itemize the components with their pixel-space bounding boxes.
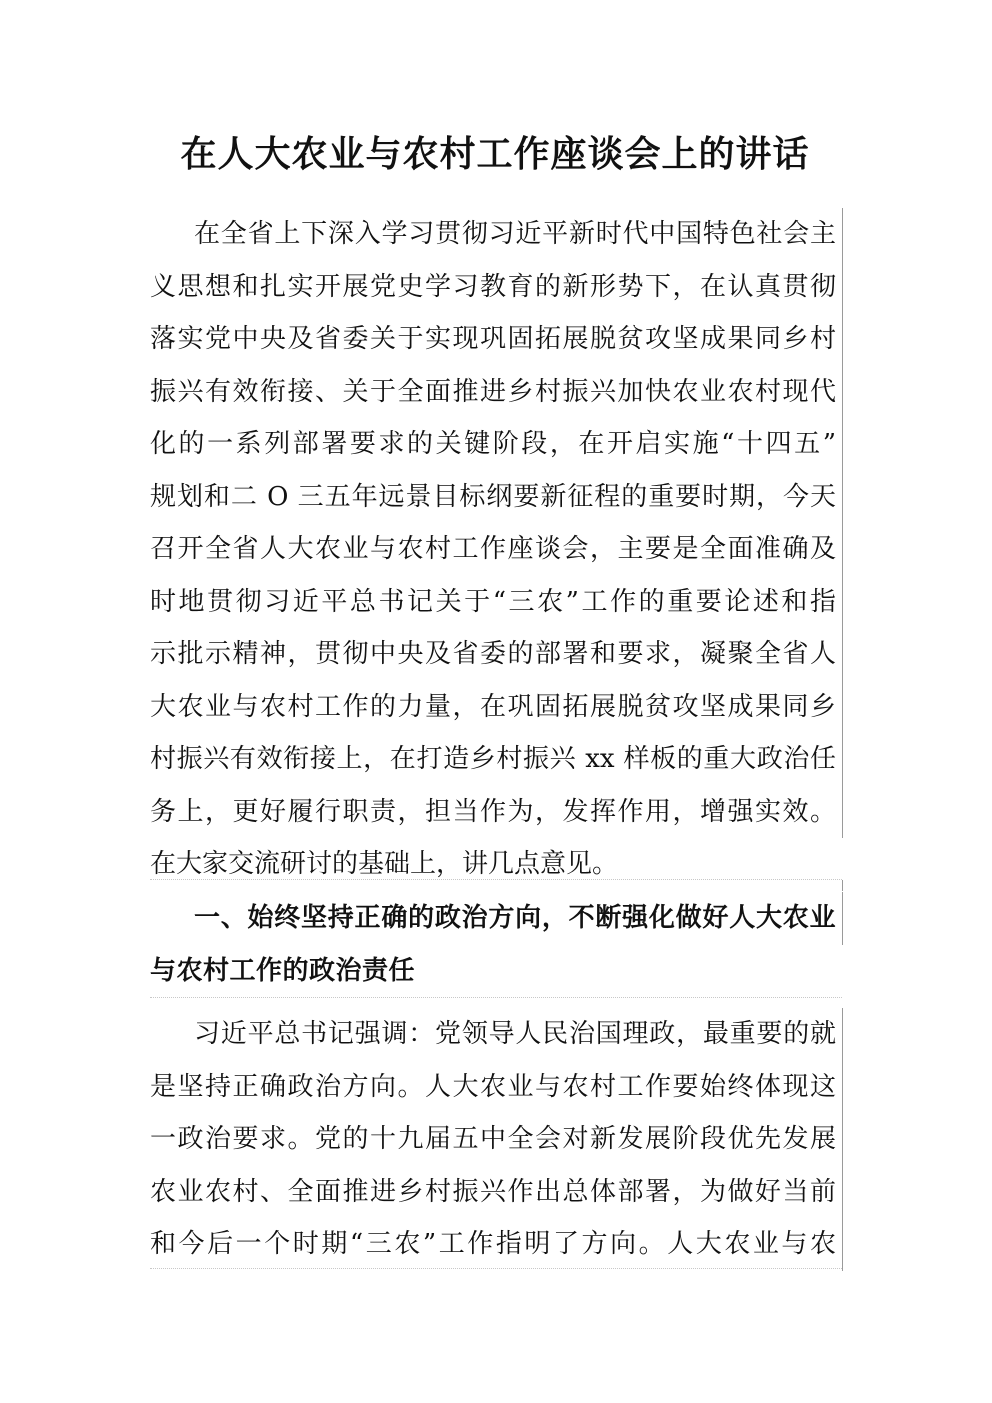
paragraph-line: 大农业与农村工作的力量，在巩固拓展脱贫攻坚成果同乡 — [150, 691, 836, 722]
paragraph-line: 规划和二 O 三五年远景目标纲要新征程的重要时期，今天 — [150, 481, 836, 512]
paragraph-line: 务上，更好履行职责，担当作为，发挥作用，增强实效。 — [150, 796, 836, 827]
paragraph-line: 召开全省人大农业与农村工作座谈会，主要是全面准确及 — [150, 534, 836, 564]
paragraph-line: 落实党中央及省委关于实现巩固拓展脱贫攻坚成果同乡村 — [150, 324, 836, 354]
heading-line: 一、始终坚持正确的政治方向，不断强化做好人大农业 — [194, 903, 836, 933]
paragraph-line: 振兴有效衔接、关于全面推进乡村振兴加快农业农村现代 — [150, 376, 836, 407]
paragraph-line: 是坚持正确政治方向。人大农业与农村工作要始终体现这 — [150, 1071, 836, 1102]
margin-mask — [841, 838, 844, 880]
paragraph-line: 义思想和扎实开展党史学习教育的新形势下，在认真贯彻 — [150, 271, 836, 302]
document-title: 在人大农业与农村工作座谈会上的讲话 — [180, 133, 810, 175]
paragraph-line: 习近平总书记强调：党领导人民治国理政，最重要的就 — [194, 1019, 836, 1049]
paragraph-line: 农业农村、全面推进乡村振兴作出总体部署，为做好当前 — [150, 1176, 836, 1207]
margin-mask — [841, 945, 844, 998]
paragraph-line: 化的一系列部署要求的关键阶段，在开启实施“十四五” — [150, 429, 836, 459]
paragraph-line: 村振兴有效衔接上，在打造乡村振兴 xx 样板的重大政治任 — [150, 744, 836, 774]
paragraph-line: 示批示精神，贯彻中央及省委的部署和要求，凝聚全省人 — [150, 639, 836, 669]
paragraph-line: 和今后一个时期“三农”工作指明了方向。人大农业与农 — [150, 1229, 836, 1259]
paragraph-divider — [150, 1268, 842, 1269]
section-heading-1 — [150, 892, 843, 997]
heading-line: 与农村工作的政治责任 — [150, 955, 416, 986]
paragraph-line: 在全省上下深入学习贯彻习近平新时代中国特色社会主 — [194, 219, 836, 249]
paragraph-line: 时地贯彻习近平总书记关于“三农”工作的重要论述和指 — [150, 586, 836, 617]
paragraph-line: 在大家交流研讨的基础上，讲几点意见。 — [150, 849, 619, 879]
paragraph-section-1 — [150, 1008, 843, 1271]
paragraph-divider — [150, 997, 842, 998]
paragraph-line: 一政治要求。党的十九届五中全会对新发展阶段优先发展 — [150, 1124, 836, 1154]
paragraph-divider — [150, 879, 842, 880]
paragraph-opening — [150, 208, 843, 891]
